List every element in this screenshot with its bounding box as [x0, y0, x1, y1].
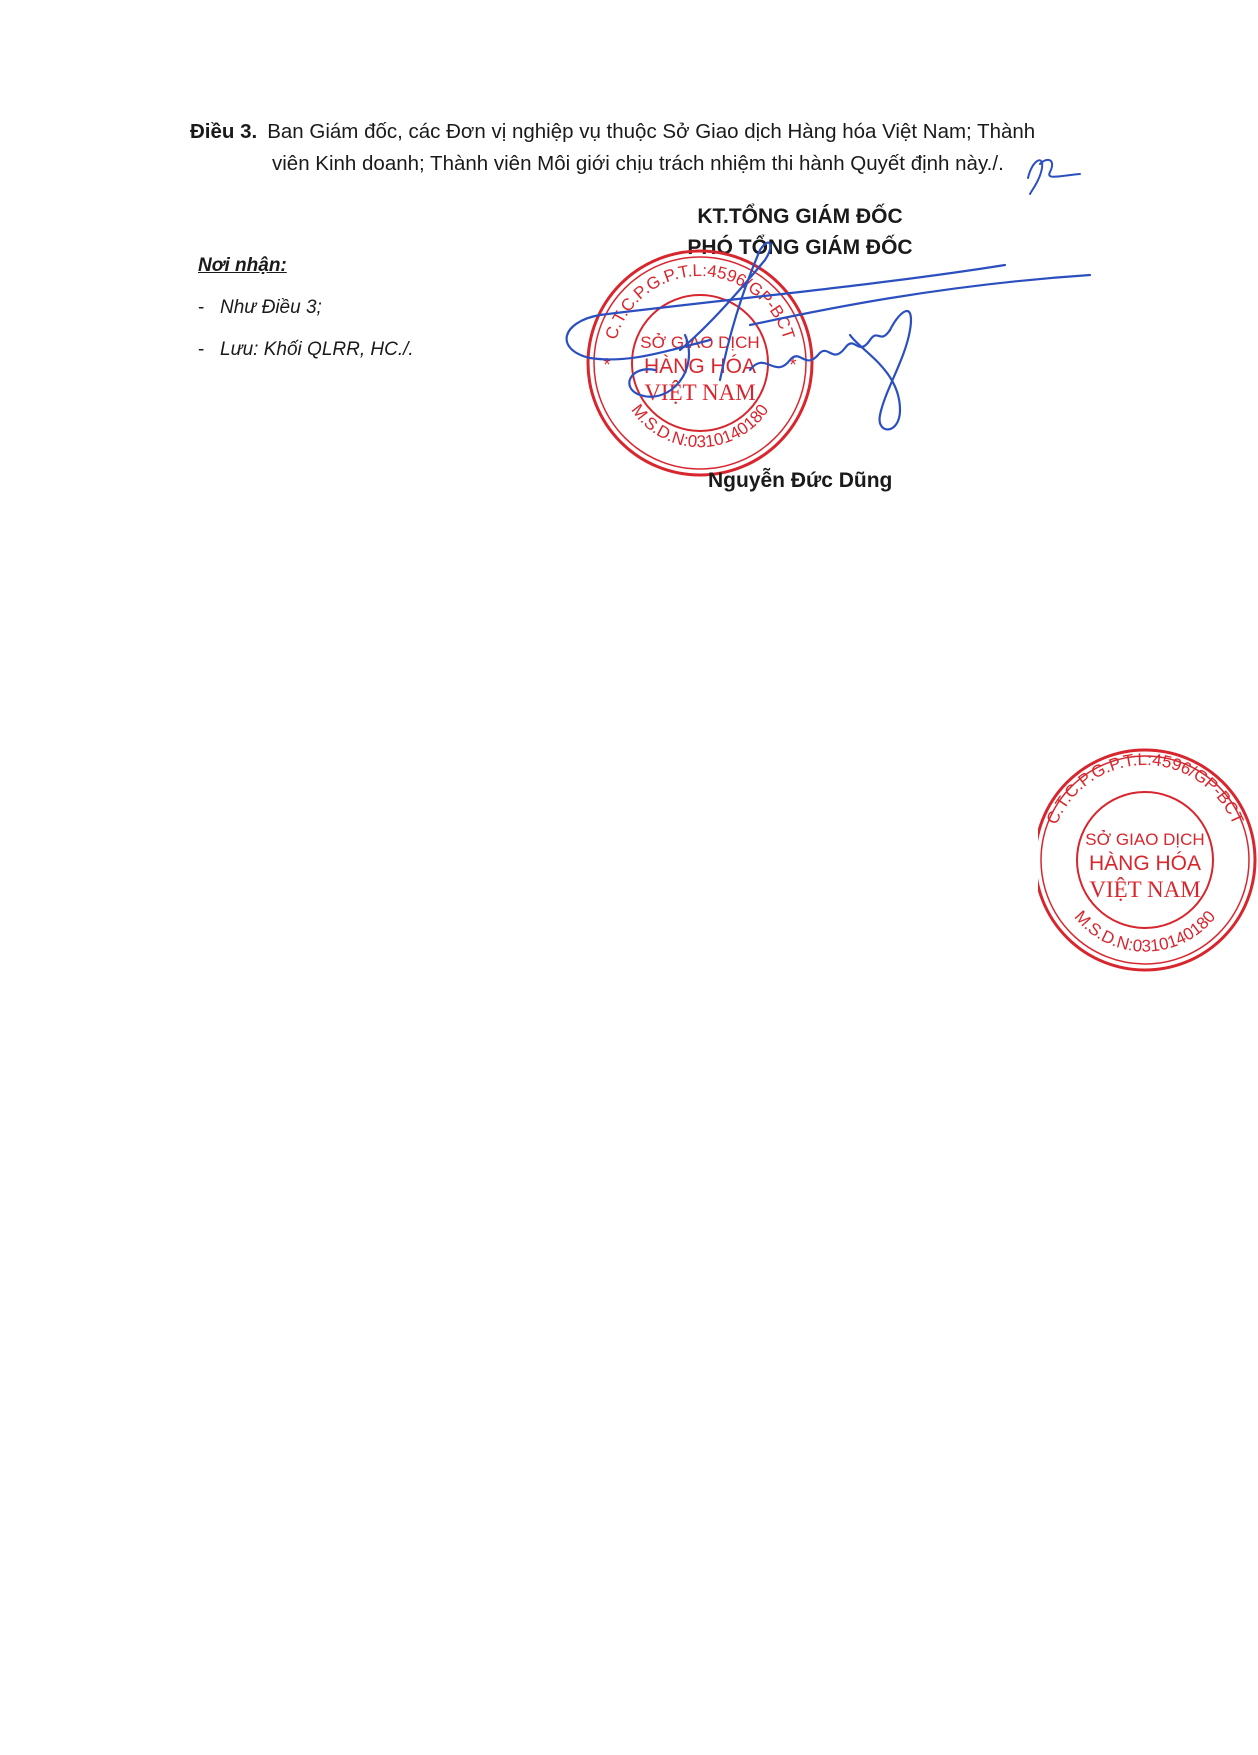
- svg-text:VIỆT NAM: VIỆT NAM: [644, 380, 756, 405]
- svg-text:*: *: [789, 355, 797, 375]
- svg-text:SỞ GIAO DỊCH: SỞ GIAO DỊCH: [1085, 830, 1205, 849]
- svg-text:C.T.C.P.G.P.T.L:4596/GP-BCT: C.T.C.P.G.P.T.L:4596/GP-BCT: [1042, 749, 1248, 828]
- article-3-line-1: [190, 116, 1130, 148]
- partial-seal-edge: [1038, 745, 1258, 975]
- signature-title-line-2: PHÓ TỔNG GIÁM ĐỐC: [687, 236, 913, 259]
- recipient-item: - Như Điều 3;: [198, 297, 322, 318]
- svg-text:C.T.C.P.G.P.T.L:4596/GP-BCT: C.T.C.P.G.P.T.L:4596/GP-BCT: [601, 260, 799, 342]
- svg-text:M.S.D.N:0310140180: M.S.D.N:0310140180: [1070, 906, 1220, 956]
- recipients-heading: Nơi nhận:: [198, 255, 287, 276]
- svg-text:HÀNG HÓA: HÀNG HÓA: [643, 355, 757, 378]
- article-3: [190, 116, 1130, 180]
- recipient-item-text: Lưu: Khối QLRR, HC./.: [220, 339, 414, 360]
- svg-text:HÀNG HÓA: HÀNG HÓA: [1088, 852, 1202, 875]
- article-3-line-2: viên Kinh doanh; Thành viên Môi giới chịu trách nhiệm thi hành Quyết định này./.: [272, 152, 1004, 175]
- initial-mark: [1022, 150, 1082, 196]
- signature-title-line-1: KT.TỔNG GIÁM ĐỐC: [697, 205, 903, 228]
- svg-text:M.S.D.N:0310140180: M.S.D.N:0310140180: [627, 400, 773, 452]
- signer-name: Nguyễn Đức Dũng: [708, 469, 893, 492]
- handwritten-signature: [560, 230, 1120, 460]
- svg-text:VIỆT NAM: VIỆT NAM: [1089, 877, 1201, 902]
- svg-text:SỞ GIAO DỊCH: SỞ GIAO DỊCH: [640, 333, 760, 352]
- svg-text:*: *: [603, 355, 611, 375]
- recipient-item-text: Như Điều 3;: [220, 297, 322, 318]
- recipients-block: [198, 252, 414, 364]
- article-3-text-1: Ban Giám đốc, các Đơn vị nghiệp vụ thuộc Sở Giao dịch Hàng hóa Việt Nam; Thành: [267, 120, 1036, 143]
- article-3-lead: Điều 3.: [190, 120, 258, 143]
- recipient-item: - Lưu: Khối QLRR, HC./.: [198, 339, 414, 360]
